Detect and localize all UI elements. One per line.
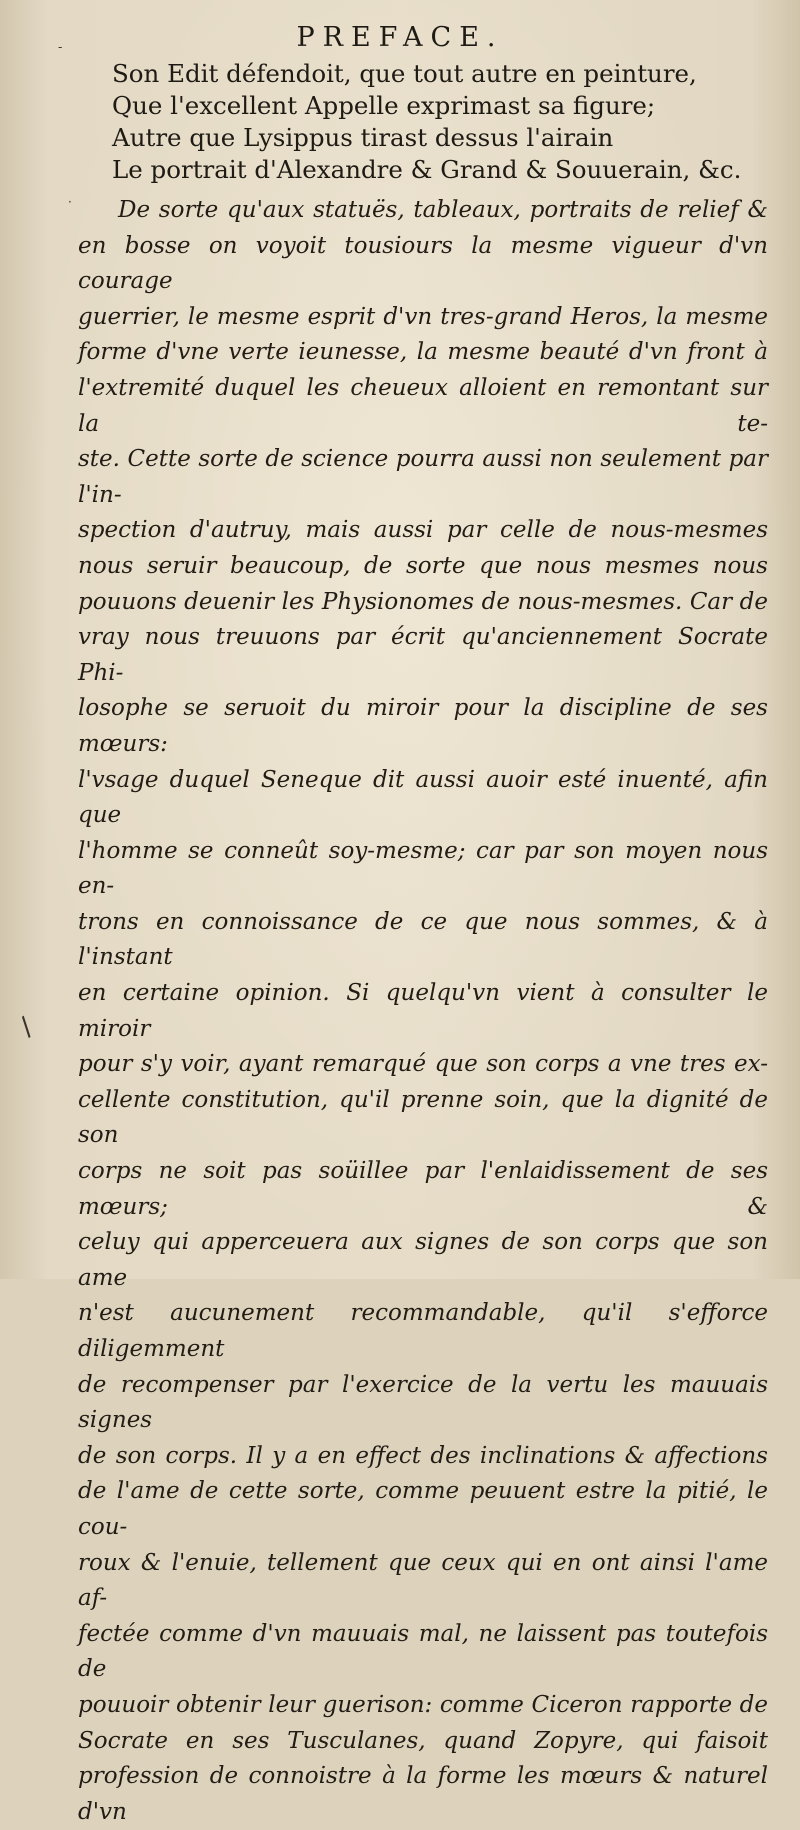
- prose-line: celuy qui apperceuera aux signes de son corps que son ame: [78, 1229, 768, 1291]
- prose-line: De sorte qu'aux statuës, tableaux, portraits de relief &: [118, 197, 768, 223]
- prose-line: profession de connoistre à la forme les mœurs & naturel d'vn: [78, 1763, 768, 1825]
- prose-line: ste. Cette sorte de science pourra aussi non seulement par l'in-: [78, 446, 768, 508]
- prose-line: en bosse on voyoit tousiours la mesme vigueur d'vn courage: [78, 232, 768, 295]
- prose-line: pouuoir obtenir leur guerison: comme Ciceron rapporte de: [78, 1691, 768, 1718]
- prose-line: nous seruir beaucoup, de sorte que nous mesmes nous: [78, 552, 768, 579]
- prose-line: en certaine opinion. Si quelqu'vn vient à consulter le miroir: [78, 980, 768, 1042]
- prose-line: fectée comme d'vn mauuais mal, ne laissent pas toutefois de: [78, 1620, 768, 1683]
- prose-line: forme d'vne verte ieunesse, la mesme beauté d'vn front à: [78, 339, 768, 366]
- prose-line: de son corps. Il y a en effect des inclinations & affections: [78, 1442, 768, 1469]
- prose-line: de l'ame de cette sorte, comme peuuent estre la pitié, le cou-: [78, 1478, 768, 1540]
- prose-line: spection d'autruy, mais aussi par celle de nous-mesmes: [78, 517, 768, 544]
- prose-line: Socrate en ses Tusculanes, quand Zopyre, qui faisoit: [78, 1727, 768, 1754]
- verse-line: Autre que Lysippus tirast dessus l'airain: [112, 123, 614, 152]
- verse-block: [112, 58, 772, 186]
- verse-line: Que l'excellent Appelle exprimast sa figure;: [112, 91, 656, 120]
- prose-line: cellente constitution, qu'il prenne soin, que la dignité de son: [78, 1086, 768, 1149]
- prose-line: vray nous treuuons par écrit qu'anciennement Socrate Phi-: [78, 624, 768, 686]
- verse-line: Son Edit défendoit, que tout autre en peinture,: [112, 59, 697, 88]
- prose-line: pouuons deuenir les Physionomes de nous-mesmes. Car de: [78, 588, 768, 615]
- prose-line: guerrier, le mesme esprit d'vn tres-grand Heros, la mesme: [78, 303, 768, 330]
- prose-line: pour s'y voir, ayant remarqué que son corps a vne tres ex-: [78, 1051, 768, 1078]
- prose-line: corps ne soit pas soüillee par l'enlaidissement de ses mœurs; &: [78, 1158, 768, 1220]
- prose-line: trons en connoissance de ce que nous sommes, & à l'instant: [78, 908, 768, 971]
- prose-line: l'vsage duquel Seneque dit aussi auoir esté inuenté, afin que: [78, 766, 768, 829]
- prose-line: losophe se seruoit du miroir pour la discipline de ses mœurs:: [78, 695, 768, 757]
- margin-stroke-mark: /: [14, 1012, 39, 1042]
- prose-line: n'est aucunement recommandable, qu'il s'efforce diligemment: [78, 1300, 768, 1362]
- verse-line: Le portrait d'Alexandre & Grand & Souuerain, &c.: [112, 155, 742, 184]
- prose-line: l'homme se conneût soy-mesme; car par son moyen nous en-: [78, 837, 768, 900]
- margin-dot-mark: ·: [68, 195, 72, 209]
- running-header: PREFACE.: [296, 22, 504, 53]
- prose-line: roux & l'enuie, tellement que ceux qui en ont ainsi l'ame af-: [78, 1549, 768, 1612]
- prose-paragraph: [78, 193, 768, 1830]
- prose-line: de recompenser par l'exercice de la vertu les mauuais signes: [78, 1371, 768, 1434]
- margin-dash-mark: -: [58, 40, 63, 54]
- prose-line: l'extremité duquel les cheueux alloient en remontant sur la te-: [78, 374, 768, 437]
